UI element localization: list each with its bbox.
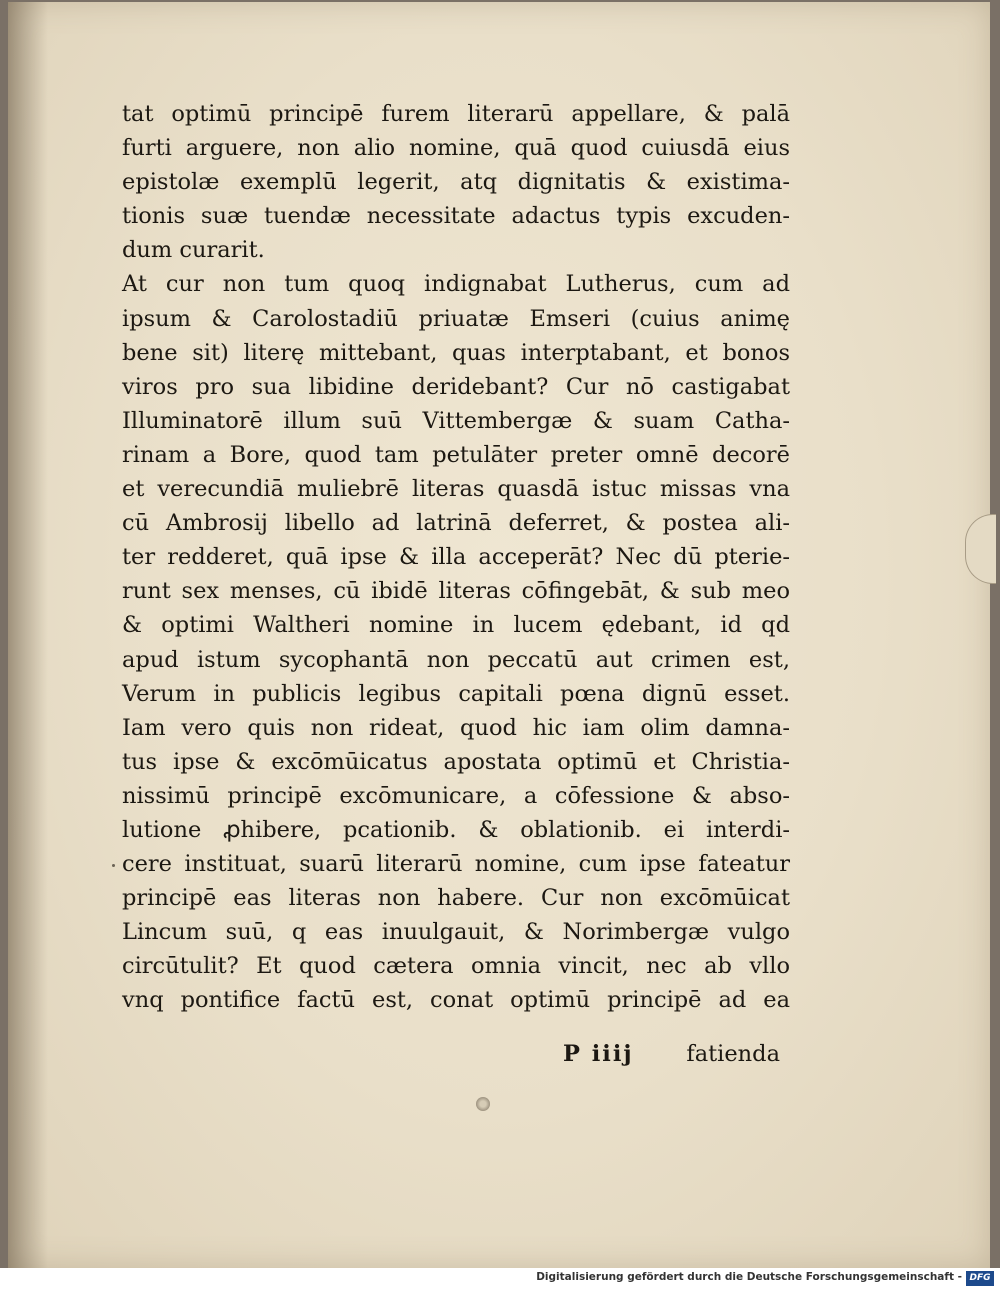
- text-line: At cur non tum quoq indignabat Lutherus, cum ad: [122, 271, 790, 298]
- text-line: viros pro sua libidine deridebant? Cur nō castigabat: [122, 373, 790, 400]
- paper-hole: [476, 1097, 490, 1111]
- text-line: cere instituat, suarū literarū nomine, cum ipse fateatur: [122, 851, 790, 878]
- text-line: dum curarit.: [122, 237, 265, 264]
- text-line: lutione ꝓhibere, pcationib. & oblationib. ei interdi-: [122, 816, 790, 843]
- body-text: [122, 97, 790, 1018]
- catchword: fatienda: [686, 1041, 780, 1067]
- text-line: principē eas literas non habere. Cur non excōmūicat: [122, 885, 790, 912]
- digitization-footer: [0, 1268, 1000, 1290]
- text-line: tus ipse & excōmūicatus apostata optimū et Christia-: [122, 748, 790, 775]
- text-line: rinam a Bore, quod tam petulāter preter omnē decorē: [122, 441, 790, 468]
- text-line: runt sex menses, cū ibidē literas cōfingebāt, & sub meo: [122, 578, 790, 605]
- text-line: tionis suæ tuendæ necessitate adactus typis excuden-: [122, 203, 790, 230]
- text-line: furti arguere, non alio nomine, quā quod cuiusdā eius: [122, 135, 790, 162]
- page-tab-marker: [965, 514, 996, 584]
- text-line: epistolæ exemplū legerit, atq dignitatis & existima-: [122, 169, 790, 196]
- text-line: Illuminatorē illum suū Vittembergæ & suam Catha-: [122, 407, 790, 434]
- page-foot-line: [122, 1041, 790, 1075]
- signature-mark: P iiij: [563, 1041, 634, 1067]
- text-line: Iam vero quis non rideat, quod hic iam olim damna-: [122, 714, 790, 741]
- text-line: & optimi Waltheri nomine in lucem ędebant, id qd: [122, 612, 790, 639]
- text-line: vnq pontifice factū est, conat optimū principē ad ea: [122, 987, 790, 1014]
- funding-credit: Digitalisierung gefördert durch die Deutsche Forschungsgemeinschaft -: [536, 1271, 962, 1283]
- text-line: ter redderet, quā ipse & illa acceperāt? Nec dū pterie-: [122, 544, 790, 571]
- gutter-shadow: [8, 2, 48, 1268]
- text-line: cū Ambrosij libello ad latrinā deferret, & postea ali-: [122, 510, 790, 537]
- text-line: tat optimū principē furem literarū appellare, & palā: [122, 101, 790, 127]
- text-line: ipsum & Carolostadiū priuatæ Emseri (cuius animę: [122, 305, 790, 332]
- text-line: apud istum sycophantā non peccatū aut crimen est,: [122, 646, 790, 673]
- text-line: circūtulit? Et quod cætera omnia vincit, nec ab vllo: [122, 953, 790, 980]
- text-line: et verecundiā muliebrē literas quasdā istuc missas vna: [122, 476, 790, 503]
- text-line: nissimū principē excōmunicare, a cōfessione & abso-: [122, 782, 790, 809]
- text-line: bene sit) literę mittebant, quas interptabant, et bonos: [122, 339, 790, 366]
- dfg-logo: DFG: [966, 1271, 994, 1286]
- text-line: Verum in publicis legibus capitali pœna dignū esset.: [122, 680, 790, 707]
- text-line: Lincum suū, q eas inuulgauit, & Norimbergæ vulgo: [122, 919, 790, 946]
- paper-speck: [112, 864, 115, 867]
